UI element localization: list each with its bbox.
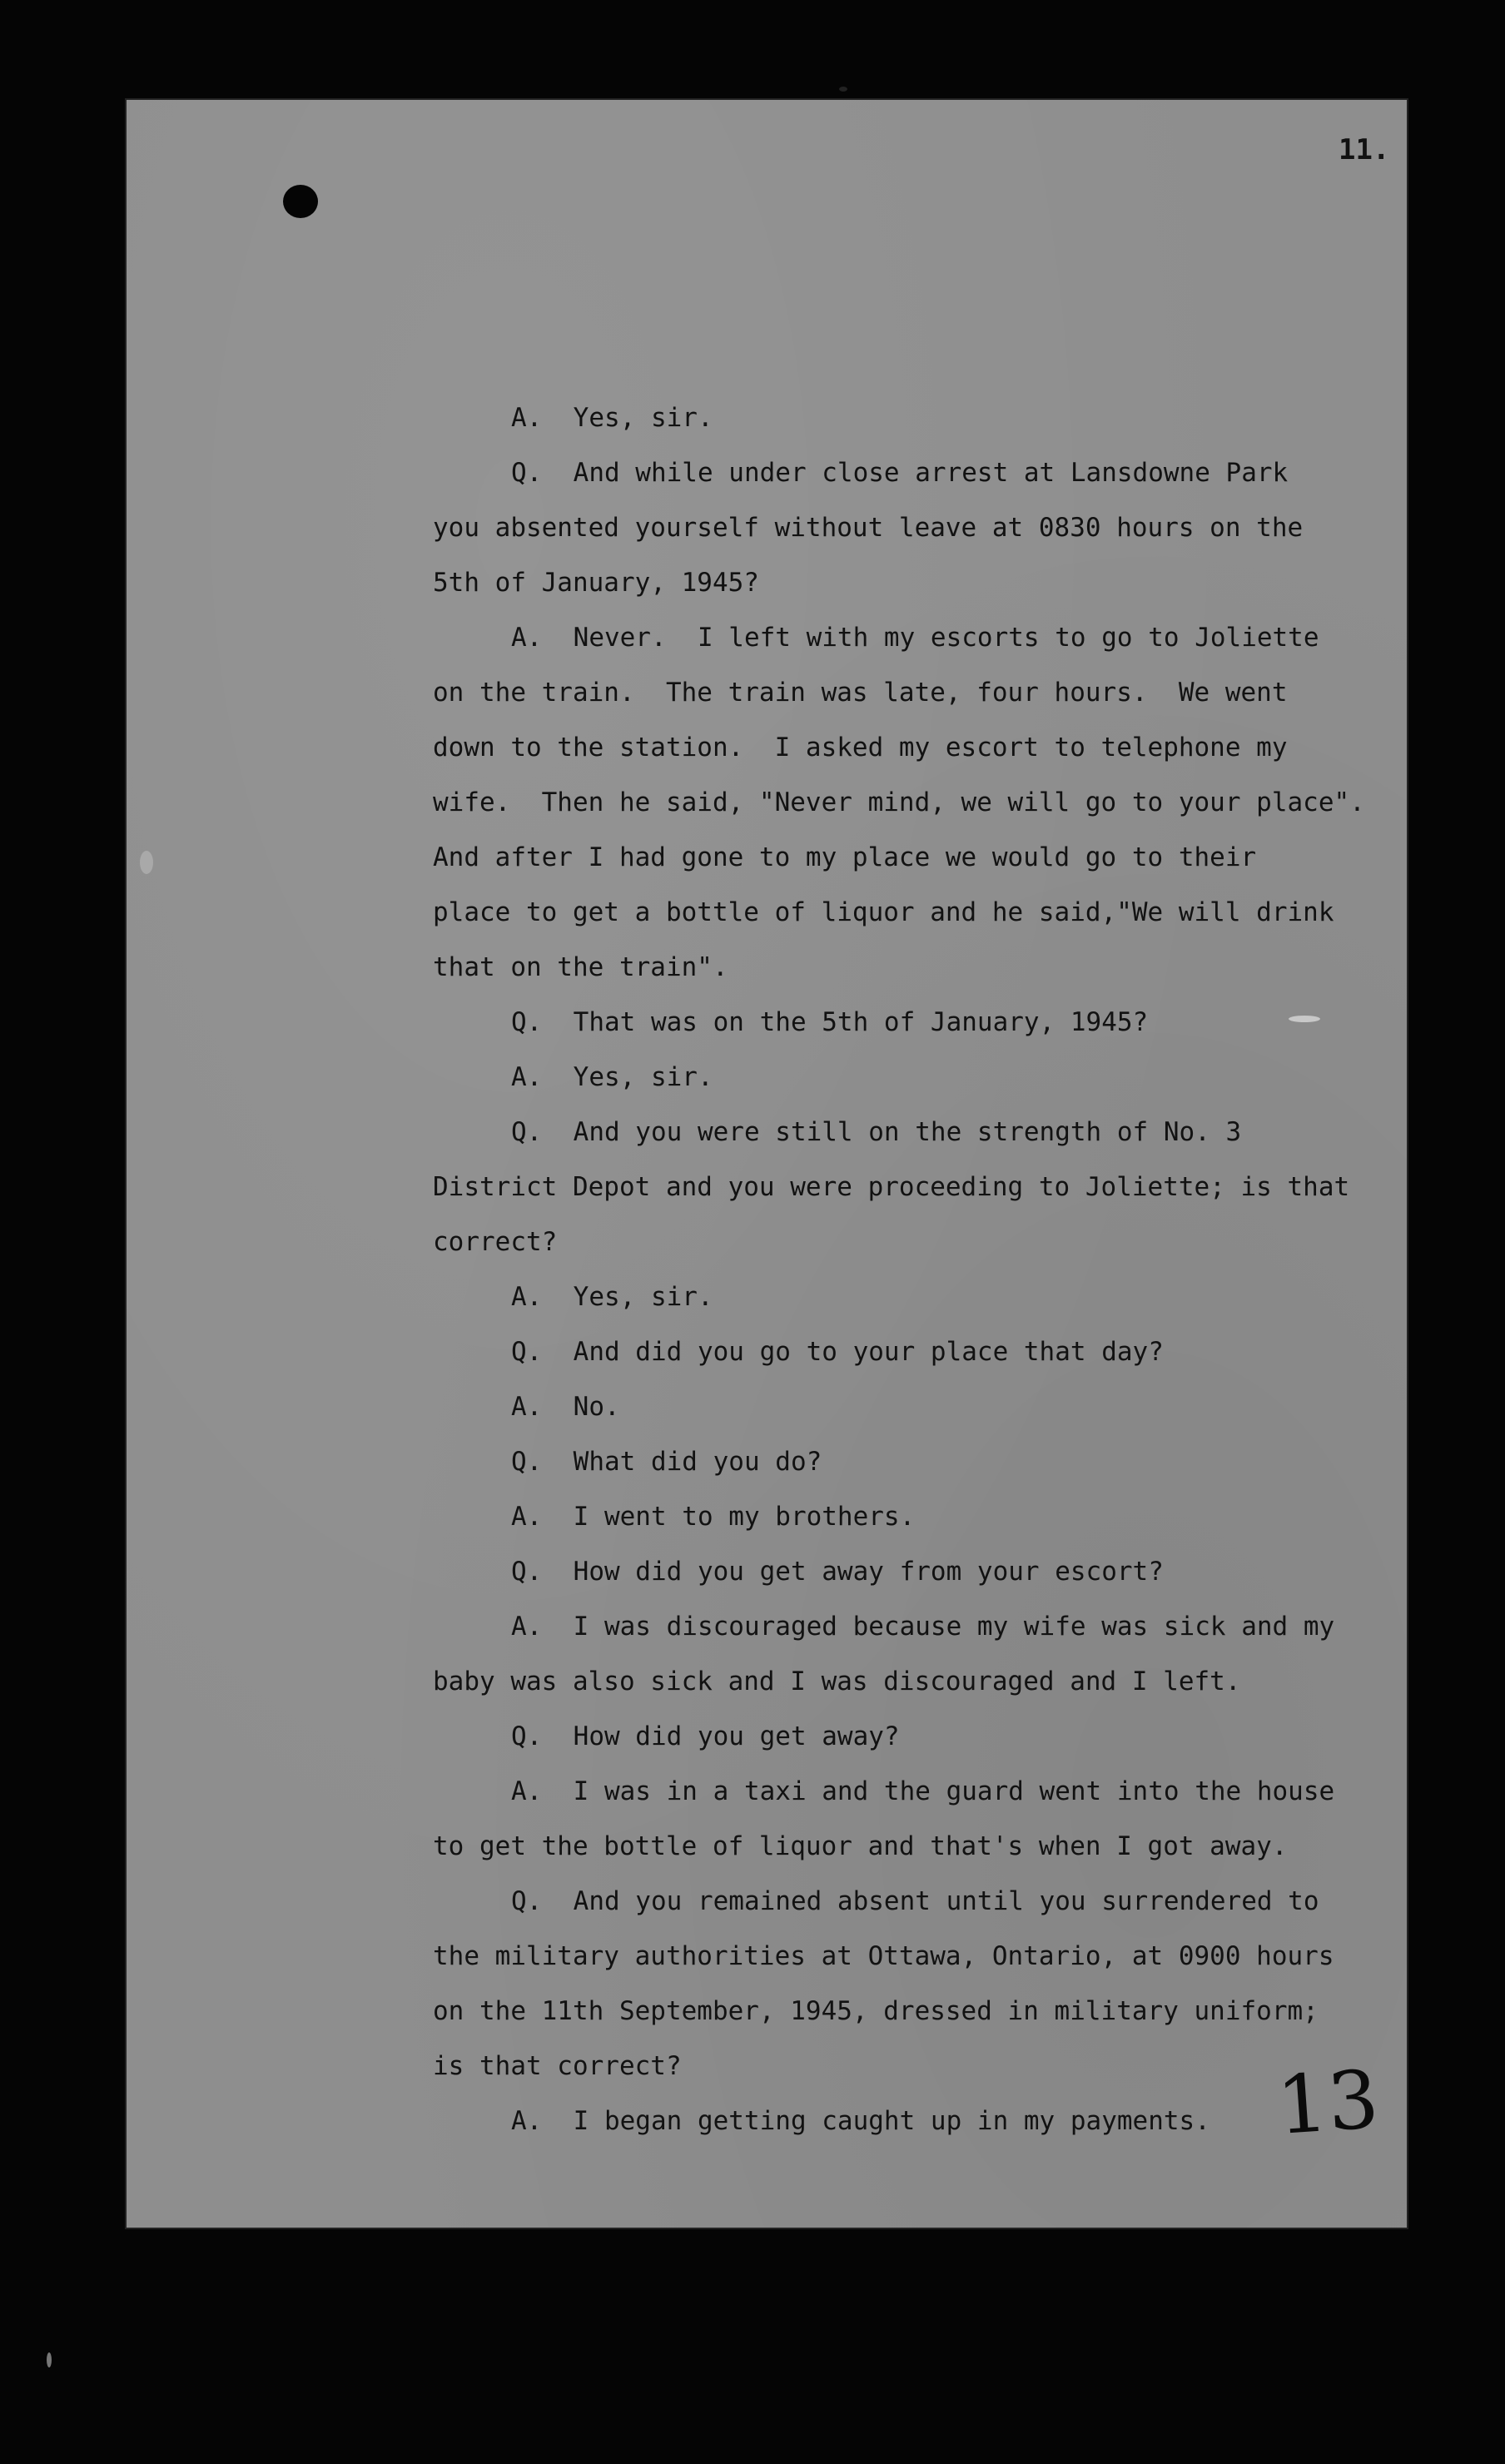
scan-speck [1289, 1016, 1320, 1022]
text-line: A. Yes, sir. [511, 1062, 713, 1092]
page-number: 11. [1339, 133, 1390, 166]
text-line: Q. What did you do? [511, 1447, 822, 1477]
text-line: on the 11th September, 1945, dressed in military uniform; [433, 1996, 1319, 2026]
text-line: A. Yes, sir. [511, 403, 713, 433]
text-line: on the train. The train was late, four hours. We went [433, 678, 1288, 708]
text-line: A. I went to my brothers. [511, 1502, 916, 1532]
text-line: Q. How did you get away from your escort? [511, 1557, 1164, 1587]
scan-speck [839, 87, 847, 92]
text-line: the military authorities at Ottawa, Ontario, at 0900 hours [433, 1941, 1334, 1971]
text-line: down to the station. I asked my escort to telephone my [433, 733, 1288, 763]
punch-hole [283, 185, 318, 218]
text-line: A. Never. I left with my escorts to go to Joliette [511, 623, 1319, 653]
handwritten-page-number: 13 [1274, 2052, 1382, 2154]
text-line: A. Yes, sir. [511, 1282, 713, 1312]
scan-speck [140, 851, 153, 874]
text-line: A. I was discouraged because my wife was sick and my [511, 1612, 1335, 1642]
text-line: wife. Then he said, "Never mind, we will go to your place". [433, 787, 1365, 817]
text-line: A. I began getting caught up in my payments. [511, 2106, 1210, 2136]
text-line: Q. How did you get away? [511, 1721, 900, 1751]
text-line: Q. And while under close arrest at Lansdowne Park [511, 458, 1289, 488]
text-line: that on the train". [433, 952, 728, 982]
text-line: Q. And you were still on the strength of No. 3 [511, 1117, 1242, 1147]
text-line: to get the bottle of liquor and that's when I got away. [433, 1831, 1288, 1861]
scan-speck [47, 2352, 52, 2367]
text-line: A. I was in a taxi and the guard went into the house [511, 1776, 1335, 1806]
text-line: A. No. [511, 1392, 620, 1422]
text-line: you absented yourself without leave at 0830 hours on the [433, 513, 1304, 543]
text-line: Q. And did you go to your place that day? [511, 1337, 1164, 1367]
text-line: District Depot and you were proceeding to Joliette; is that [433, 1172, 1350, 1202]
text-line: baby was also sick and I was discouraged and I left. [433, 1667, 1241, 1696]
text-line: Q. And you remained absent until you surrendered to [511, 1886, 1319, 1916]
document-page [125, 98, 1408, 2229]
text-line: place to get a bottle of liquor and he said,"We will drink [433, 897, 1334, 927]
text-line: correct? [433, 1227, 558, 1257]
text-line: 5th of January, 1945? [433, 568, 759, 598]
text-line: And after I had gone to my place we would go to their [433, 842, 1257, 872]
text-line: Q. That was on the 5th of January, 1945? [511, 1007, 1149, 1037]
text-line: is that correct? [433, 2051, 682, 2081]
